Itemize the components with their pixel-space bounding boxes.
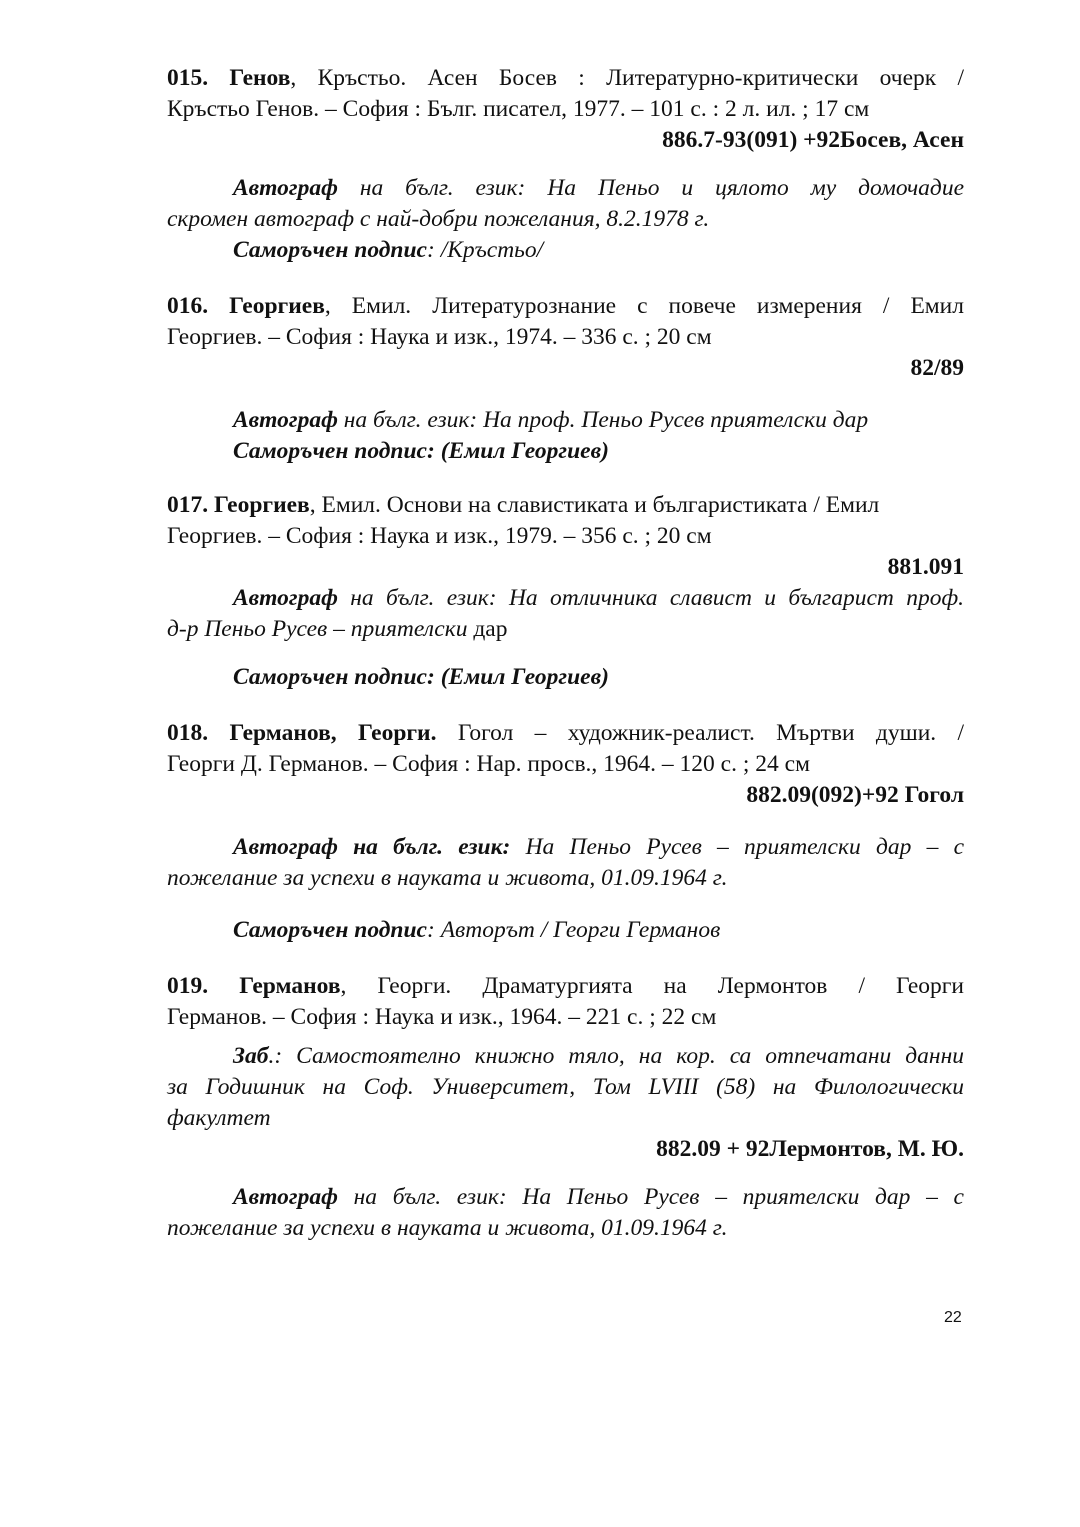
udc-classification: 882.09(092)+92 Гогол [746, 782, 964, 808]
autograph-continuation [167, 614, 964, 645]
entry-number: 019. [167, 973, 209, 999]
entry-author: Георгиев [214, 492, 310, 518]
bibliographic-entry-019 [167, 971, 964, 1244]
page-number: 22 [944, 1309, 962, 1326]
entry-imprint-line: Георги Д. Германов. – София : Нар. просв., 1964. – 120 с. ; 24 см [167, 751, 810, 777]
signature-value: : Авторът / Георги Германов [427, 917, 721, 943]
autograph-line [167, 405, 964, 436]
signature-label: Саморъчен подпис [233, 917, 427, 943]
entry-number: 015. [167, 65, 209, 91]
autograph-continuation-plain: дар [467, 616, 508, 642]
entry-heading-line [167, 63, 964, 94]
autograph-text: на бълг. език: На отличника славист и българист проф. [337, 585, 964, 611]
entry-title-part: Гогол – художник-реалист. Мъртви души. / [436, 720, 965, 746]
entry-imprint-line: Кръстьо Генов. – София : Бълг. писател, 1977. – 101 с. : 2 л. ил. ; 17 см [167, 96, 870, 122]
note-label: Заб [233, 1043, 269, 1069]
entry-number: 018. [167, 720, 209, 746]
autograph-label: Автограф на бълг. език: [233, 834, 511, 860]
entry-heading-line [167, 718, 964, 749]
note-text: .: Самостоятелно книжно тяло, на кор. са отпечатани данни [268, 1043, 964, 1069]
entry-imprint-line: Германов. – София : Наука и изк., 1964. – 221 с. ; 22 см [167, 1004, 717, 1030]
autograph-line [233, 832, 964, 863]
autograph-text: на бълг. език: На Пеньо и цялото му домочадие [337, 175, 964, 201]
note-line [233, 1041, 964, 1072]
entry-imprint-line: Георгиев. – София : Наука и изк., 1979. – 356 с. ; 20 см [167, 523, 712, 549]
signature-line [167, 235, 964, 266]
autograph-text: На Пеньо Русев – приятелски дар – с [510, 834, 965, 860]
signature-label: Саморъчен подпис [233, 237, 427, 263]
entry-heading-line [167, 971, 964, 1002]
udc-classification: 886.7-93(091) +92Босев, Асен [662, 127, 964, 153]
entry-number: 017. [167, 492, 209, 518]
autograph-continuation: пожелание за успехи в науката и живота, 01.09.1964 г. [167, 1215, 728, 1241]
entry-number: 016. [167, 293, 209, 319]
autograph-line [233, 173, 964, 204]
entry-heading-line [167, 291, 964, 322]
note-continuation: за Годишник на Соф. Университет, Том LVIII (58) на Филологически [167, 1074, 964, 1100]
note-continuation-end: факултет [167, 1105, 271, 1131]
entry-author: Генов [229, 65, 291, 91]
autograph-label: Автограф [233, 407, 338, 433]
udc-classification: 82/89 [910, 355, 964, 381]
entry-title-part: , Емил. Литературознание с повече измерения / Емил [324, 293, 964, 319]
udc-classification: 882.09 + 92Лермонтов, М. Ю. [656, 1136, 964, 1162]
entry-author: Германов [239, 973, 341, 999]
entry-title-part: , Емил. Основи на славистиката и българистиката / Емил [309, 492, 880, 518]
bibliographic-entry-018 [167, 718, 964, 946]
entry-title-part: , Кръстьо. Асен Босев : Литературно-критически очерк / [290, 65, 964, 91]
bibliographic-entry-015 [167, 63, 964, 266]
autograph-label: Автограф [233, 175, 338, 201]
signature-line [167, 915, 964, 946]
autograph-line [233, 1182, 964, 1213]
signature-line: Саморъчен подпис: (Емил Георгиев) [233, 664, 609, 690]
signature-value: : /Кръстьо/ [427, 237, 544, 263]
autograph-continuation: скромен автограф с най-добри пожелания, 8.2.1978 г. [167, 206, 710, 232]
autograph-label: Автограф [233, 1184, 338, 1210]
document-page [167, 63, 964, 1244]
entry-title-part: , Георги. Драматургията на Лермонтов / Георги [340, 973, 965, 999]
entry-heading-line [167, 490, 964, 521]
entry-author: Георгиев [229, 293, 325, 319]
autograph-continuation-italic: д-р Пеньо Русев – приятелски [167, 616, 468, 642]
entry-imprint-line: Георгиев. – София : Наука и изк., 1974. – 336 с. ; 20 см [167, 324, 712, 350]
bibliographic-entry-017 [167, 490, 964, 693]
autograph-line [233, 583, 964, 614]
entry-author: Германов, Георги. [229, 720, 437, 746]
bibliographic-entry-016 [167, 291, 964, 467]
autograph-text: на бълг. език: На Пеньо Русев – приятелски дар – с [337, 1184, 964, 1210]
autograph-text: на бълг. език: На проф. Пеньо Русев приятелски дар [337, 407, 869, 433]
autograph-continuation: пожелание за успехи в науката и живота, 01.09.1964 г. [167, 865, 728, 891]
udc-classification: 881.091 [887, 554, 964, 580]
autograph-label: Автограф [233, 585, 338, 611]
signature-line: Саморъчен подпис: (Емил Георгиев) [233, 438, 609, 464]
